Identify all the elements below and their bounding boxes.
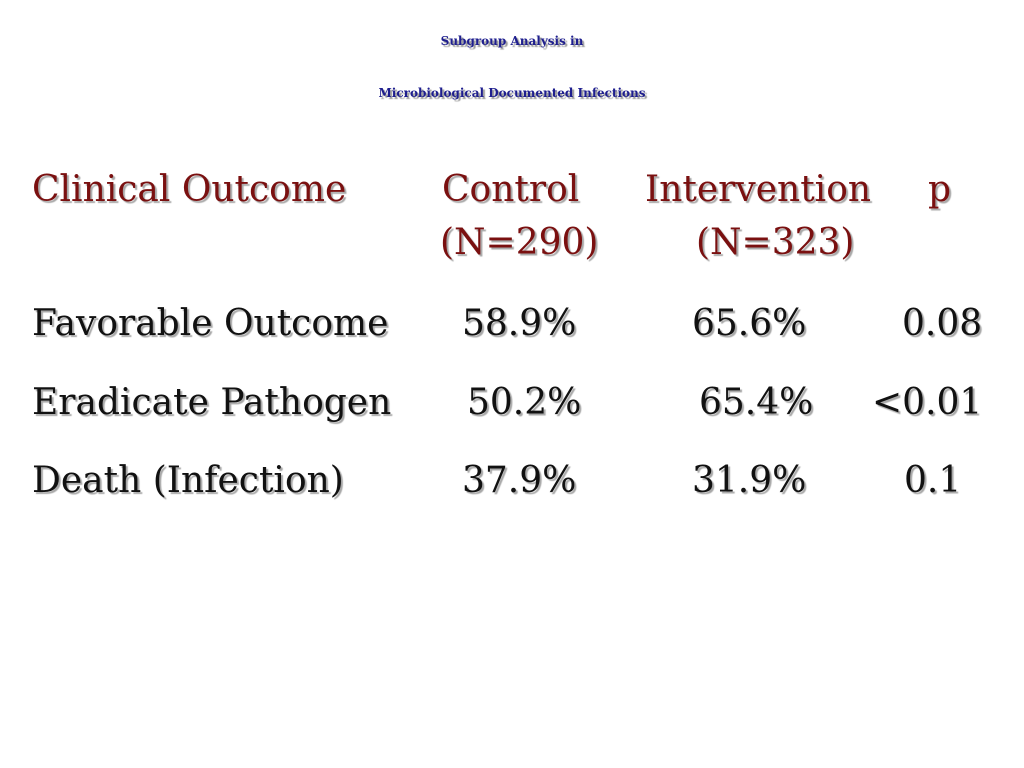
- row-control-value: 58.9%: [462, 303, 577, 344]
- row-outcome: Favorable Outcome: [32, 303, 389, 344]
- row-control-value: 37.9%: [462, 460, 577, 501]
- header-control: Control: [442, 169, 580, 210]
- row-p-value: 0.1: [904, 460, 962, 501]
- header-p-value: p: [928, 169, 952, 210]
- row-p-value: 0.08: [902, 303, 983, 344]
- header-intervention-n: (N=323): [696, 222, 855, 263]
- header-intervention: Intervention: [645, 169, 872, 210]
- row-outcome: Death (Infection): [32, 460, 344, 501]
- title-line-2: Microbiological Documented Infections: [378, 86, 646, 100]
- row-outcome: Eradicate Pathogen: [32, 382, 392, 423]
- row-intervention-value: 65.4%: [699, 382, 814, 423]
- row-control-value: 50.2%: [467, 382, 582, 423]
- row-intervention-value: 31.9%: [692, 460, 807, 501]
- row-intervention-value: 65.6%: [692, 303, 807, 344]
- title-line-1: Subgroup Analysis in: [440, 34, 584, 48]
- row-p-value: <0.01: [872, 382, 983, 423]
- header-control-n: (N=290): [440, 222, 599, 263]
- header-clinical-outcome: Clinical Outcome: [32, 169, 347, 210]
